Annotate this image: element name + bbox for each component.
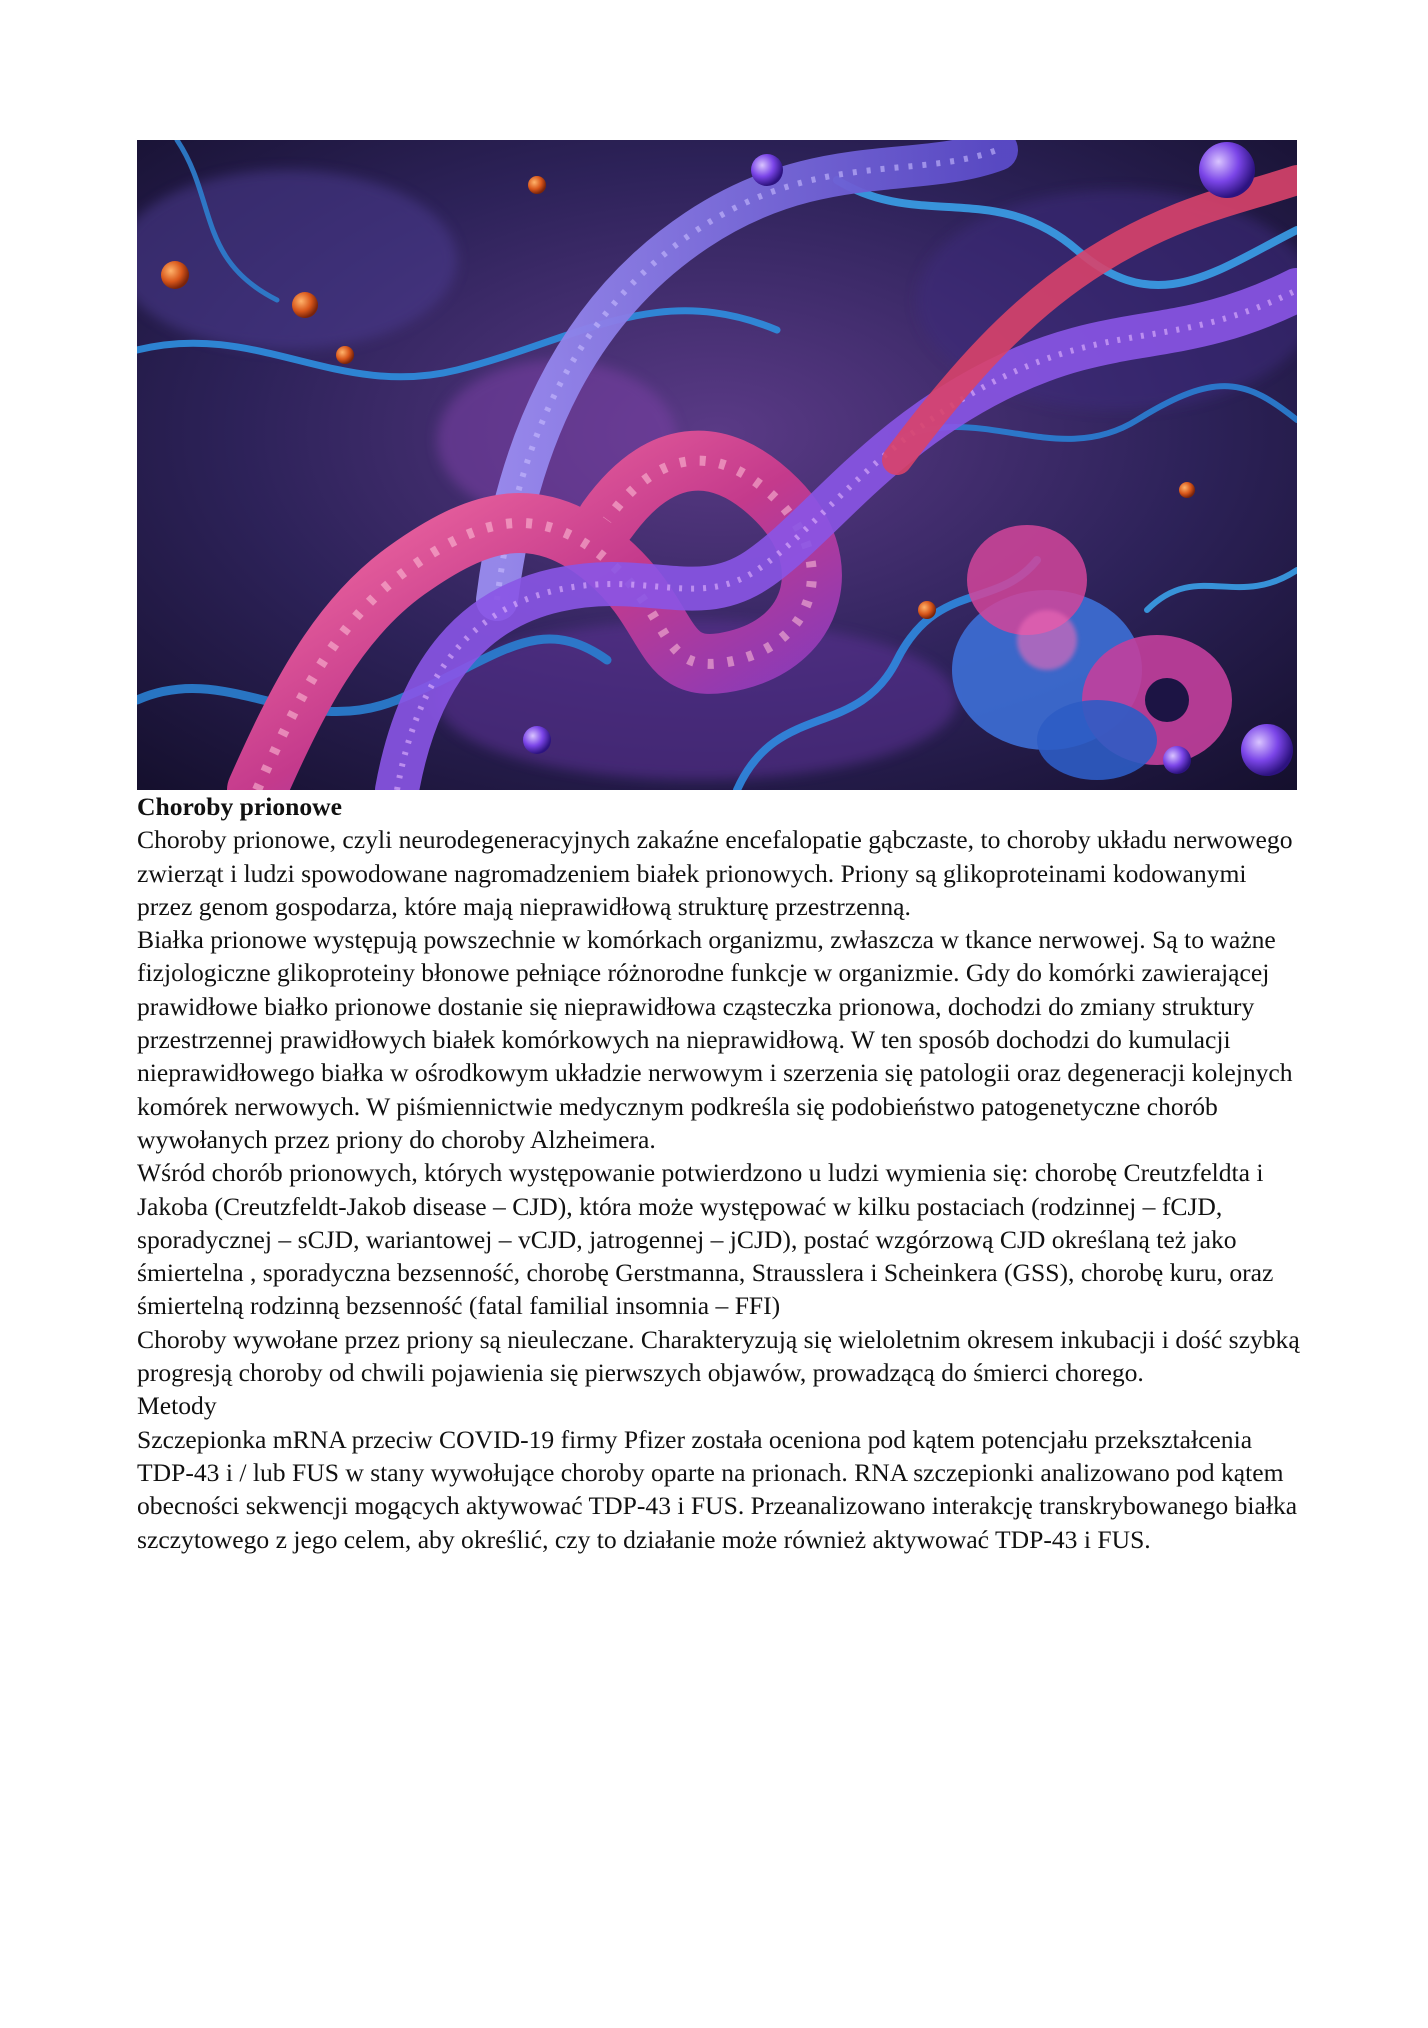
article-body — [137, 790, 1307, 1556]
paragraph-methods: Szczepionka mRNA przeciw COVID-19 firmy Pfizer została oceniona pod kątem potencjału przekształcenia TDP-43 i / lub FUS w stany wywołujące choroby oparte na prionach. RNA szczepionki analizowano pod kątem obecności sekwencji mogących aktywować TDP-43 i FUS. Przeanalizowano interakcję transkrybowanego białka szczytowego z jego celem, aby określić, czy to działanie może również aktywować TDP-43 i FUS. — [137, 1424, 1298, 1554]
prion-illustration — [137, 140, 1297, 790]
paragraph-mechanism: Białka prionowe występują powszechnie w komórkach organizmu, zwłaszcza w tkance nerwowej. Są to ważne fizjologiczne glikoproteiny błonowe pełniące różnorodne funkcje w organizmie. Gdy do komórki zawierającej prawidłowe białko prionowe dostanie się nieprawidłowa cząsteczka prionowa, dochodzi do zmiany struktury przestrzennej prawidłowych białek komórkowych na nieprawidłową. W ten sposób dochodzi do kumulacji nieprawidłowego białka w ośrodkowym układzie nerwowym i szerzenia się patologii oraz degeneracji kolejnych komórek nerwowych. W piśmiennictwie medycznym podkreśla się podobieństwo patogenetyczne chorób wywołanych przez priony do choroby Alzheimera. — [137, 925, 1293, 1154]
paragraph-intro: Choroby prionowe, czyli neurodegeneracyjnych zakaźne encefalopatie gąbczaste, to choroby układu nerwowego zwierząt i ludzi spowodowane nagromadzeniem białek prionowych. Priony są glikoproteinami kodowanymi przez genom gospodarza, które mają nieprawidłową strukturę przestrzenną. — [137, 825, 1293, 921]
section-heading-methods: Metody — [137, 1391, 217, 1421]
prion-illustration-image — [137, 140, 1297, 790]
article-title: Choroby prionowe — [137, 792, 343, 821]
paragraph-disease-list: Wśród chorób prionowych, których występowanie potwierdzono u ludzi wymienia się: chorobę Creutzfeldta i Jakoba (Creutzfeldt-Jakob disease – CJD), która może występować w kilku postaciach (rodzinnej – fCJD, sporadycznej – sCJD, wariantowej – vCJD, jatrogennej – jCJD), postać wzgórzową CJD określaną też jako śmiertelna , sporadyczna bezsenność, chorobę Gerstmanna, Strausslera i Scheinkera (GSS), chorobę kuru, oraz śmiertelną rodzinną bezsenność (fatal familial insomnia – FFI) — [137, 1158, 1274, 1321]
paragraph-prognosis: Choroby wywołane przez priony są nieuleczane. Charakteryzują się wieloletnim okresem inkubacji i dość szybką progresją choroby od chwili pojawienia się pierwszych objawów, prowadzącą do śmierci chorego. — [137, 1324, 1300, 1388]
